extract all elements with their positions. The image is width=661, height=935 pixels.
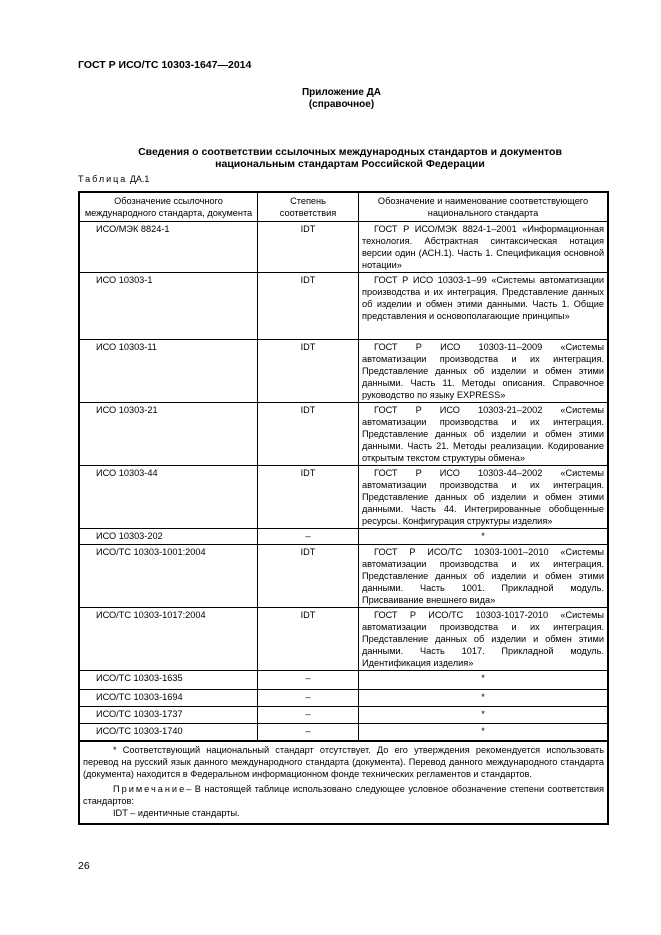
note-label: Примечание — [113, 783, 187, 794]
page-number: 26 — [78, 860, 90, 872]
caption-number: ДА.1 — [129, 174, 150, 184]
table-row — [79, 724, 608, 741]
table-row — [79, 222, 608, 273]
degree-cell: – — [258, 707, 359, 724]
correspondence-table — [78, 191, 609, 825]
degree-cell: – — [258, 671, 359, 690]
section-heading — [90, 146, 610, 170]
annex-title — [0, 87, 661, 111]
table-row — [79, 403, 608, 466]
national-standard-cell: * — [359, 671, 609, 690]
degree-cell: – — [258, 529, 359, 545]
ref-standard-cell: ИСО 10303-202 — [79, 529, 258, 545]
ref-standard-cell: ИСО/ТС 10303-1001:2004 — [79, 545, 258, 608]
table-row — [79, 671, 608, 690]
ref-standard-cell: ИСО/ТС 10303-1737 — [79, 707, 258, 724]
national-standard-cell: * — [359, 690, 609, 707]
national-standard-text: ГОСТ Р ИСО/МЭК 8824-1–2001 «Информационная технология. Абстрактная синтаксическая нотация версии один (АСН.1). Часть 1. Спецификация основной нотации» — [362, 224, 604, 270]
table-footnote-row — [79, 741, 608, 824]
national-standard-text: ГОСТ Р ИСО 10303-21–2002 «Системы автоматизации производства и их интеграция. Представление данных об изделии и обмен этими данными. Часть 21. Методы реализации. Кодирование открытым текстом структуры обмена» — [362, 405, 604, 463]
column-header: Обозначение ссылочного международного стандарта, документа — [79, 192, 258, 222]
table-row — [79, 529, 608, 545]
annex-label: Приложение ДА — [301, 87, 382, 98]
national-standard-cell — [359, 466, 609, 529]
column-header: Степень соответствия — [258, 192, 359, 222]
national-standard-cell — [359, 545, 609, 608]
table-row — [79, 466, 608, 529]
degree-cell: IDT — [258, 222, 359, 273]
national-standard-cell — [359, 608, 609, 671]
national-standard-cell — [359, 403, 609, 466]
ref-standard-cell: ИСО 10303-11 — [79, 340, 258, 403]
national-standard-cell — [359, 222, 609, 273]
national-standard-text: ГОСТ Р ИСО 10303-11–2009 «Системы автоматизации производства и их интеграция. Представление данных об изделии и обмен этими данными. Часть 11. Методы описания. Справочное руководство по языку EXPRESS» — [362, 342, 604, 400]
national-standard-cell: * — [359, 724, 609, 741]
degree-cell: IDT — [258, 340, 359, 403]
heading-line: национальным стандартам Российской Федерации — [215, 158, 485, 170]
degree-cell: IDT — [258, 545, 359, 608]
ref-standard-cell: ИСО/ТС 10303-1017:2004 — [79, 608, 258, 671]
degree-cell: – — [258, 724, 359, 741]
national-standard-text: ГОСТ Р ИСО/ТС 10303-1001–2010 «Системы автоматизации производства и их интеграция. Представление данных об изделии и обмен этими данными. Часть 1001. Прикладной модуль. Присваивание внешнего вида» — [362, 547, 604, 605]
note-item: IDT – идентичные стандарты. — [113, 807, 240, 818]
degree-cell: IDT — [258, 466, 359, 529]
degree-cell: IDT — [258, 608, 359, 671]
table-footnote — [79, 741, 608, 824]
degree-cell: – — [258, 690, 359, 707]
national-standard-cell — [359, 273, 609, 340]
ref-standard-cell: ИСО/ТС 10303-1694 — [79, 690, 258, 707]
degree-cell: IDT — [258, 403, 359, 466]
table-row — [79, 690, 608, 707]
annex-subtitle: (справочное) — [308, 99, 375, 110]
table-row — [79, 273, 608, 340]
footnote-text: * Соответствующий национальный стандарт отсутствует. До его утверждения рекомендуется использовать перевод на русский язык данного международного стандарта (документа). Перевод данного международного стандарта (документа) находится в Федеральном информационном фонде технических регламентов и стандартов. — [83, 744, 604, 779]
caption-word: Таблица — [78, 174, 128, 184]
table-row — [79, 340, 608, 403]
document-code: ГОСТ Р ИСО/ТС 10303-1647—2014 — [78, 59, 252, 71]
national-standard-text: ГОСТ Р ИСО 10303-1–99 «Системы автоматизации производства и их интеграция. Представление данных об изделии и обмен этими данными. Часть 1. Общие представления и основополагающие принципы» — [362, 275, 604, 321]
note-text: – В настоящей таблице использовано следующее условное обозначение степени соответствия стандартов: — [83, 783, 604, 806]
table-header-row — [79, 192, 608, 222]
national-standard-text: ГОСТ Р ИСО/ТС 10303-1017-2010 «Системы автоматизации производства и их интеграция. Представление данных об изделии и обмен этими данными. Часть 1017. Прикладной модуль. Идентификация изделия» — [362, 610, 604, 668]
column-header: Обозначение и наименование соответствующего национального стандарта — [359, 192, 609, 222]
table-row — [79, 608, 608, 671]
national-standard-cell: * — [359, 529, 609, 545]
national-standard-cell: * — [359, 707, 609, 724]
national-standard-text: ГОСТ Р ИСО 10303-44–2002 «Системы автоматизации производства и их интеграция. Представление данных об изделии и обмен этими данными. Часть 44. Интегрированные обобщенные ресурсы. Конфигурация структуры изделия» — [362, 468, 604, 526]
table-row — [79, 707, 608, 724]
ref-standard-cell: ИСО 10303-21 — [79, 403, 258, 466]
ref-standard-cell: ИСО/ТС 10303-1635 — [79, 671, 258, 690]
table-row — [79, 545, 608, 608]
ref-standard-cell: ИСО/МЭК 8824-1 — [79, 222, 258, 273]
national-standard-cell — [359, 340, 609, 403]
ref-standard-cell: ИСО/ТС 10303-1740 — [79, 724, 258, 741]
ref-standard-cell: ИСО 10303-1 — [79, 273, 258, 340]
heading-line: Сведения о соответствии ссылочных международных стандартов и документов — [138, 146, 562, 158]
degree-cell: IDT — [258, 273, 359, 340]
ref-standard-cell: ИСО 10303-44 — [79, 466, 258, 529]
table-caption — [78, 174, 149, 184]
